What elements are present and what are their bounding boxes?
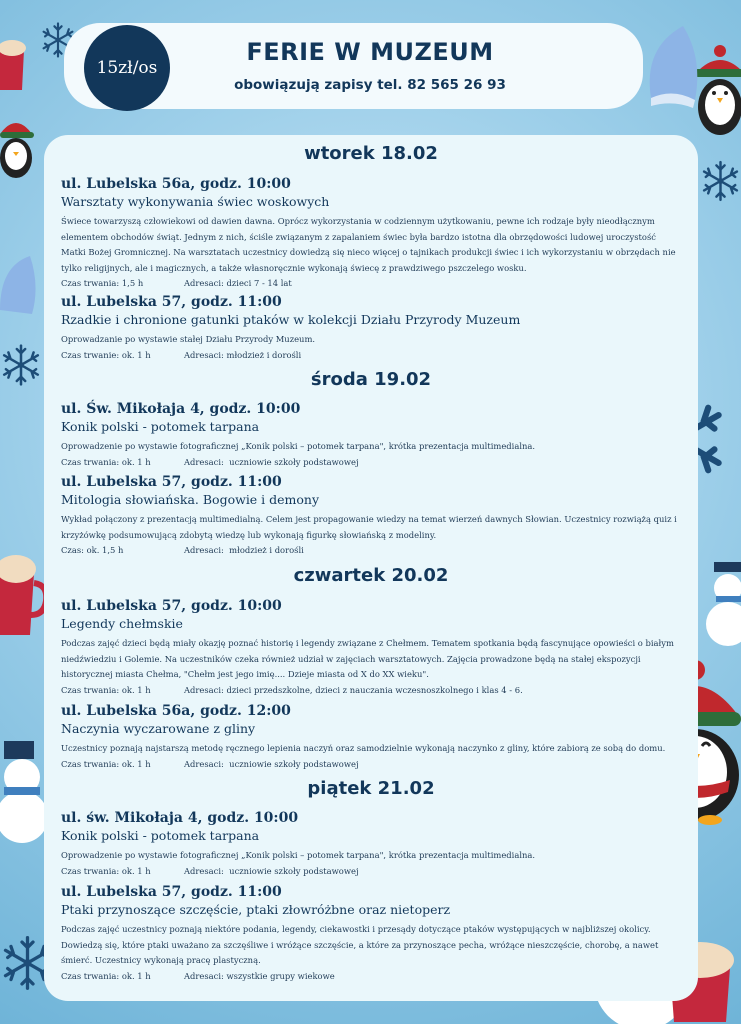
page-subtitle: obowiązują zapisy tel. 82 565 26 93 bbox=[234, 77, 506, 93]
event-title: Ptaki przynoszące szczęście, ptaki złowróżbne oraz nietoperz bbox=[61, 902, 451, 917]
event-duration: Czas trwania: ok. 1 h bbox=[61, 758, 151, 769]
winter-hat-icon bbox=[0, 250, 36, 320]
winter-hat-icon bbox=[643, 18, 703, 108]
event-duration: Czas: ok. 1,5 h bbox=[61, 545, 124, 555]
page-title: FERIE W MUZEUM bbox=[246, 38, 494, 66]
event-description: Świece towarzyszą człowiekowi od dawien dawna. Oprócz wykorzystania w codziennym użytkowaniu, pewne ich rodzaje były nieodłącznym elementem obchodów świąt. Jednym z nich, ściśle związanym z zapalaniem świec była bardzo istotna dla obrzędowości ludowej uroczystość Matki Bożej Gromnicznej. Na warsztatach uczestnicy dowiedzą się nieco więcej o tajnikach produkcji świec i ich wykorzystaniu w obrzędach nie tylko religijnych, ale i magicznych, a także własnoręcznie wykonają świecę z prawdziwego pszczelego wosku. bbox=[61, 216, 676, 273]
event-audience: Adresaci: uczniowie szkoły podstawowej bbox=[184, 758, 359, 769]
event-location: ul. Lubelska 57, godz. 11:00 bbox=[61, 884, 282, 900]
event bbox=[61, 401, 681, 470]
event-audience: Adresaci: młodzież i dorośli bbox=[184, 349, 302, 360]
event-description: Oprowadzanie po wystawie stałej Działu Przyrody Muzeum. bbox=[61, 334, 316, 344]
day-heading: środa 19.02 bbox=[310, 369, 432, 390]
event-title: Konik polski - potomek tarpana bbox=[61, 419, 260, 434]
event bbox=[61, 884, 681, 984]
event-description: Oprowadzenie po wystawie fotograficznej „Konik polski – potomek tarpana", krótka prezentacja multimedialna. bbox=[61, 441, 536, 451]
penguin-icon bbox=[0, 112, 36, 178]
event-location: ul. Lubelska 56a, godz. 12:00 bbox=[61, 703, 291, 719]
price-badge: 15zł/os bbox=[84, 25, 170, 111]
event bbox=[61, 810, 681, 879]
event bbox=[61, 294, 681, 363]
event-location: ul. Św. Mikołaja 4, godz. 10:00 bbox=[61, 401, 301, 417]
event-duration: Czas trwania: ok. 1 h bbox=[61, 970, 151, 981]
event-audience: Adresaci: dzieci 7 - 14 lat bbox=[184, 278, 292, 288]
event-description: Wykład połączony z prezentacją multimedialną. Celem jest propagowanie wiedzy na temat wierzeń dawnych Słowian. Uczestnicy rozwiążą quiz i krzyżówkę podsumowującą zdobytą wiedzę lub wykonają figurkę słowiańską z modeliny. bbox=[61, 514, 677, 540]
event-audience: Adresaci: wszystkie grupy wiekowe bbox=[184, 970, 335, 981]
event bbox=[61, 703, 681, 772]
event-duration: Czas trwanie: ok. 1 h bbox=[61, 349, 151, 360]
event-audience: Adresaci: młodzież i dorośli bbox=[184, 545, 304, 555]
event-title: Mitologia słowiańska. Bogowie i demony bbox=[61, 492, 320, 507]
event-location: ul. Lubelska 57, godz. 10:00 bbox=[61, 598, 282, 614]
mug-icon bbox=[0, 545, 48, 637]
day-heading: wtorek 18.02 bbox=[304, 143, 438, 164]
event-duration: Czas trwania: ok. 1 h bbox=[61, 684, 151, 695]
event bbox=[61, 474, 681, 558]
event-description: Podczas zajęć uczestnicy poznają niektóre podania, legendy, ciekawostki i przesądy dotyczące ptaków występujących w najbliższej okolicy. Dowiedzą się, które ptaki uważano za szczęśliwe i wróżące szczęście, a które za przynoszące pecha, wróżące nieszczęście, chorobę, a nawet śmierć. Uczestnicy wykonają pracę plastyczną. bbox=[61, 924, 659, 965]
event-title: Naczynia wyczarowane z gliny bbox=[61, 721, 256, 736]
event-audience: Adresaci: uczniowie szkoły podstawowej bbox=[184, 456, 359, 467]
event-duration: Czas trwania: ok. 1 h bbox=[61, 456, 151, 467]
snowman-icon bbox=[700, 558, 741, 648]
event-title: Legendy chełmskie bbox=[61, 616, 183, 631]
event-description: Oprowadzenie po wystawie fotograficznej „Konik polski – potomek tarpana", krótka prezentacja multimedialna. bbox=[61, 850, 536, 860]
day-heading: czwartek 20.02 bbox=[293, 565, 449, 586]
day-heading: piątek 21.02 bbox=[307, 778, 435, 799]
event-title: Rzadkie i chronione gatunki ptaków w kolekcji Działu Przyrody Muzeum bbox=[61, 312, 521, 327]
event-location: ul. św. Mikołaja 4, godz. 10:00 bbox=[61, 810, 299, 826]
mug-icon bbox=[0, 30, 30, 92]
event-location: ul. Lubelska 57, godz. 11:00 bbox=[61, 294, 282, 310]
event-location: ul. Lubelska 56a, godz. 10:00 bbox=[61, 176, 291, 192]
event-duration: Czas trwania: ok. 1 h bbox=[61, 865, 151, 876]
event-title: Warsztaty wykonywania świec woskowych bbox=[61, 194, 330, 209]
event-location: ul. Lubelska 57, godz. 11:00 bbox=[61, 474, 282, 490]
event bbox=[61, 598, 681, 698]
snowflake-icon bbox=[0, 330, 42, 400]
event-title: Konik polski - potomek tarpana bbox=[61, 828, 260, 843]
event bbox=[61, 176, 681, 291]
event-description: Podczas zajęć dzieci będą miały okazję poznać historię i legendy związane z Chełmem. Tematem spotkania będą fascynujące opowieści o białym niedźwiedziu i Golemie. Na uczestników czeka również udział w zajęciach warsztatowych. Zajęcia prowadzone będą na stałej ekspozycji historycznej miasta Chełma, "Chełm jest jego imię.... Dzieje miasta od X do XX wieku". bbox=[61, 638, 674, 679]
snowflake-icon bbox=[700, 140, 741, 222]
event-duration: Czas trwania: 1,5 h bbox=[61, 278, 144, 288]
event-description: Uczestnicy poznają najstarszą metodę ręcznego lepienia naczyń oraz samodzielnie wykonają naczynko z gliny, które zabiorą ze sobą do domu. bbox=[61, 743, 666, 753]
event-audience: Adresaci: uczniowie szkoły podstawowej bbox=[184, 865, 359, 876]
event-audience: Adresaci: dzieci przedszkolne, dzieci z nauczania wczesnoszkolnego i klas 4 - 6. bbox=[184, 684, 523, 695]
